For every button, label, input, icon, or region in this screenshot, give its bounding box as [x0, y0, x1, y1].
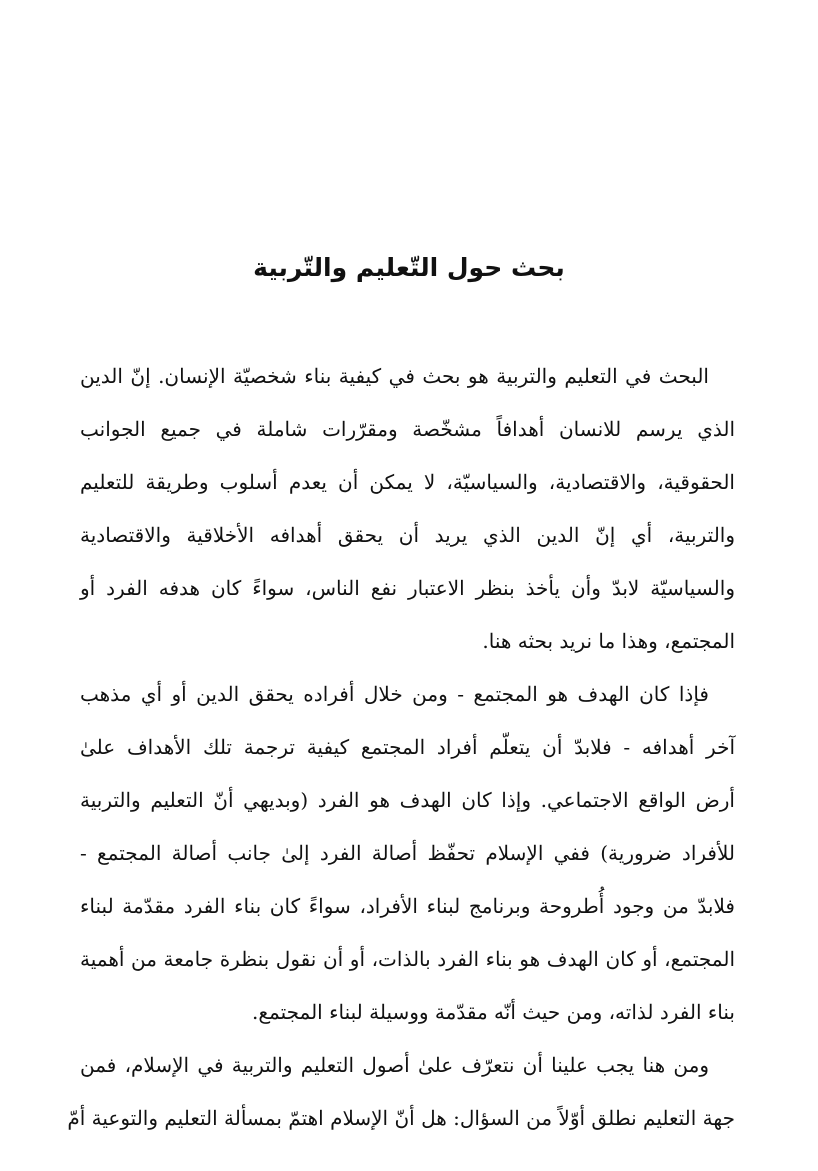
text-line: المجتمع، وهذا ما نريد بحثه هنا. — [482, 629, 735, 653]
paragraph-3 — [67, 1039, 735, 1145]
text-line: المجتمع، أو كان الهدف هو بناء الفرد بالذات، أو أن نقول بنظرة جامعة من أهمية — [80, 947, 735, 971]
text-line: فإذا كان الهدف هو المجتمع - ومن خلال أفراده يحقق الدين أو أي مذهب — [80, 682, 709, 706]
text-line: ومن هنا يجب علينا أن نتعرّف علىٰ أصول التعليم والتربية في الإسلام، فمن — [80, 1053, 709, 1077]
body-text — [67, 350, 735, 1145]
text-line: والسياسيّة لابدّ وأن يأخذ بنظر الاعتبار نفع الناس، سواءً كان هدفه الفرد أو — [80, 576, 735, 600]
paragraph-2 — [80, 668, 735, 1039]
text-line: للأفراد ضرورية) ففي الإسلام تحفّظ أصالة الفرد إلىٰ جانب أصالة المجتمع - — [80, 841, 735, 865]
text-line: أرض الواقع الاجتماعي. وإذا كان الهدف هو الفرد (وبديهي أنّ التعليم والتربية — [80, 788, 735, 812]
text-line: فلابدّ من وجود أُطروحة وبرنامج لبناء الأفراد، سواءً كان بناء الفرد مقدّمة لبناء — [80, 894, 735, 918]
text-line: البحث في التعليم والتربية هو بحث في كيفية بناء شخصيّة الإنسان. إنّ الدين — [80, 364, 709, 388]
text-line: بناء الفرد لذاته، ومن حيث أنّه مقدّمة ووسيلة لبناء المجتمع. — [252, 1000, 735, 1024]
page-title: بحث حول التّعليم والتّربية — [253, 253, 565, 282]
text-line: الحقوقية، والاقتصادية، والسياسيّة، لا يمكن أن يعدم أسلوب وطريقة للتعليم — [80, 470, 735, 494]
paragraph-1 — [80, 350, 735, 668]
text-line: جهة التعليم نطلق أوّلاً من السؤال: هل أنّ الإسلام اهتمّ بمسألة التعليم والتوعية أمّ — [67, 1106, 735, 1130]
text-line: آخر أهدافه - فلابدّ أن يتعلّم أفراد المجتمع كيفية ترجمة تلك الأهداف علىٰ — [80, 735, 735, 759]
text-line: الذي يرسم للانسان أهدافاً مشخّصة ومقرّرات شاملة في جميع الجوانب — [80, 417, 735, 441]
text-line: والتربية، أي إنّ الدين الذي يريد أن يحقق أهدافه الأخلاقية والاقتصادية — [80, 523, 735, 547]
